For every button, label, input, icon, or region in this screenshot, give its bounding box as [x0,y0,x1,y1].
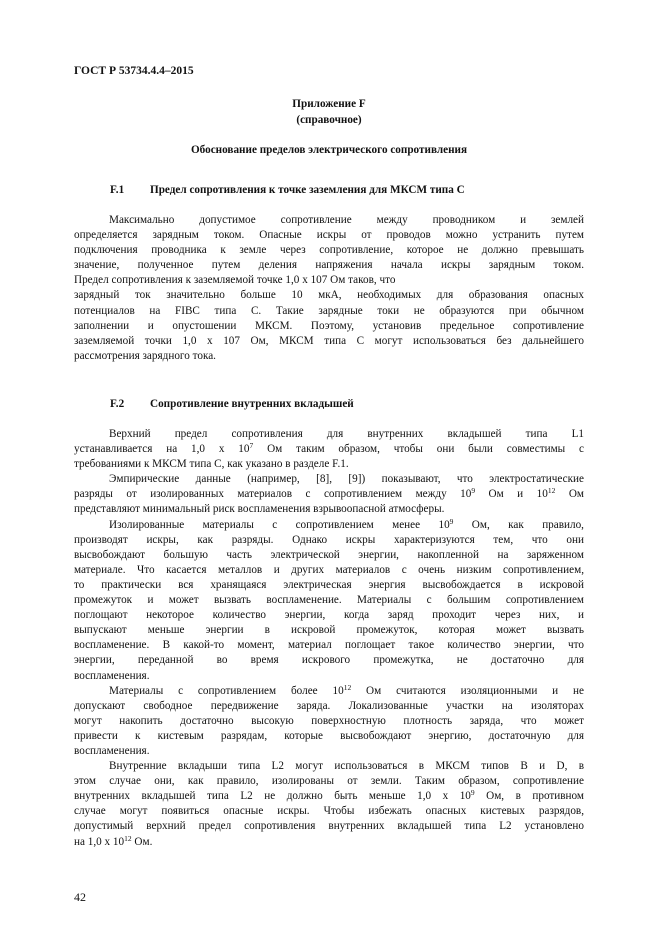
paragraph-f2-body [74,427,584,850]
text-line: могут накопить достаточно высокую поверхностную плотность заряда, что может [74,714,584,727]
text-line: поглощают некоторое количество энергии, когда заряд проходит через них, и [74,609,584,622]
text-line: воспламенения. [74,744,150,757]
text-line: случае могут появиться опасные искры. Чтобы избежать опасных кистевых разрядов, [74,805,584,818]
text-line: высвобождают большую часть электрической энергии, накопленной на заряженном [74,548,584,561]
section-title: Предел сопротивления к точке заземления для МКСМ типа С [150,184,465,196]
appendix-type: (справочное) [296,114,362,126]
text-line: на 1,0 x $10^{12}$ Ом. [74,833,153,848]
section-heading-f1 [110,183,465,198]
text-line: то практически вся хранящаяся электрическая энергия высвобождается в искровой [74,578,584,591]
text-line: материале. Что касается металлов и других материалов с очень низким сопротивлением, [74,563,584,576]
text-line: заполнении и опустошении МКСМ. Поэтому, установив предельное сопротивление [74,319,584,332]
section-title: Сопротивление внутренних вкладышей [150,398,354,410]
text-line: представляют минимальный риск воспламенения взрывоопасной атмосферы. [74,503,445,516]
text-line: Внутренние вкладыши типа L2 могут использоваться в МКСМ типов В и D, в [109,760,584,773]
text-line: Предел сопротивления к заземляемой точке 1,0 x 107 Ом таков, что [74,274,396,287]
text-line: внутренних вкладышей типа L2 не должно быть меньше 1,0 x $10^9$ Ом, в противном [74,788,585,803]
text-line: определяется зарядным током. Опасные искры от проводов можно устранить путем [74,229,584,242]
text-line: Эмпирические данные (например, [8], [9]) показывают, что электростатические [109,473,584,486]
section-heading-f2 [110,397,354,412]
text-line: привести к кистевым разрядам, которые высвобождают энергию, достаточную для [74,729,584,742]
appendix-heading: Обоснование пределов электрического сопротивления [190,144,468,156]
text-line: подключения проводника к земле через сопротивление, которое не должно превышать [74,244,584,257]
text-line: зарядный ток значительно больше 10 мкА, необходимых для образования опасных [74,289,584,302]
text-line: выпускают меньше энергии в искровой промежуток, которая может вызвать [74,624,584,637]
text-line: Материалы с сопротивлением более $10^{12}$ Ом считаются изоляционными и не [109,682,584,697]
section-number: F.2 [110,398,125,410]
text-line: значение, полученное путем деления напряжения начала искры зарядным током. [74,259,584,272]
text-line: воспламенения. [74,669,150,682]
page-number: 42 [74,890,86,904]
section-number: F.1 [110,184,125,196]
text-line: допустимый верхний предел сопротивления внутренних вкладышей типа L2 установлено [74,820,584,833]
text-line: рассмотрения зарядного тока. [74,349,216,362]
text-line: требованиями к МКСМ типа С, как указано в разделе F.1. [74,458,349,471]
text-line: Верхний предел сопротивления для внутренних вкладышей типа L1 [109,428,584,440]
text-line: Изолированные материалы с сопротивлением менее $10^9$ Ом, как правило, [109,516,584,531]
text-line: заземляемой точки 1,0 x 107 Ом, МКСМ типа С могут использоваться без дальнейшего [74,334,584,347]
text-line: Максимально допустимое сопротивление между проводником и землей [109,214,584,226]
text-line: этом случае они, как правило, изолированы от земли. Таким образом, сопротивление [74,775,584,788]
gost-header: ГОСТ Р 53734.4.4–2015 [74,65,194,77]
text-line: воспламенение. В какой-то момент, материал поглощает такое количество энергии, что [74,639,584,652]
appendix-title: Приложение F [292,98,366,110]
paragraph-f1 [74,213,584,364]
text-line: потенциалов на FIBC типа С. Такие зарядные токи не образуются при обычном [74,304,584,317]
text-line: допускают свободное передвижение заряда. Локализованные участки на изоляторах [74,699,584,712]
text-line: энергии, переданной во время искрового промежутка, не достаточно для [74,654,584,667]
text-line: производят искры, как разряды. Однако искры характеризуются тем, что они [74,533,584,546]
text-line: промежуток и может вызвать воспламенение. Материалы с большим сопротивлением [74,594,584,607]
text-line: разряды от изолированных материалов с сопротивлением между $10^9$ Ом и $10^{12}$ Ом [74,486,584,501]
text-line: устанавливается на 1,0 x $10^7$ Ом таким образом, чтобы они были совместимы с [74,441,584,456]
